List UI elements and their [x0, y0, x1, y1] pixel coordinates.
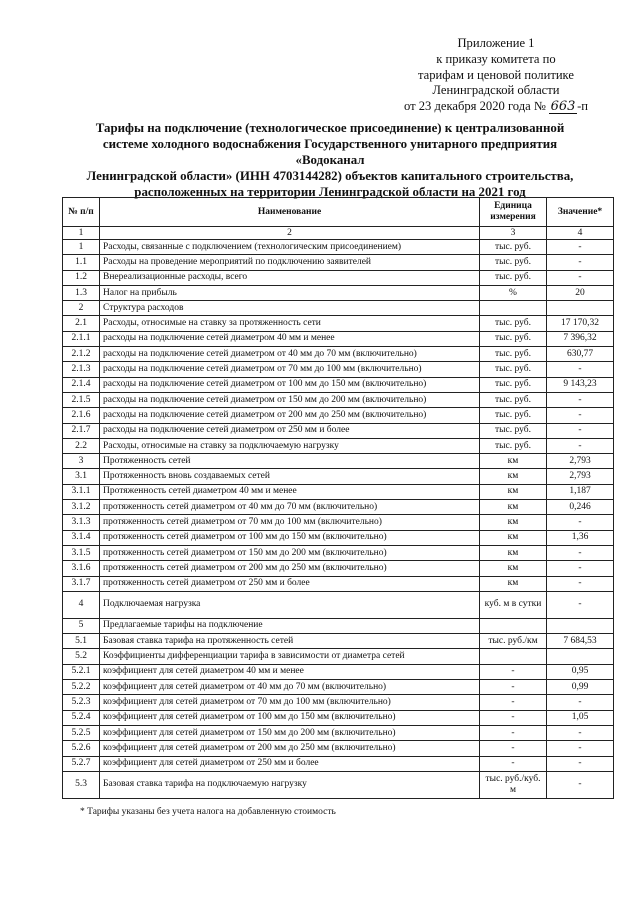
- row-unit: тыс. руб.: [480, 316, 547, 331]
- table-row: [63, 270, 614, 285]
- row-name: Расходы, относимые на ставку за подключаемую нагрузку: [100, 438, 480, 453]
- row-name: протяженность сетей диаметром от 150 мм до 200 мм (включительно): [100, 545, 480, 560]
- annex-line-order: к приказу комитета по: [436, 51, 556, 66]
- row-name: коэффициент для сетей диаметром от 70 мм до 100 мм (включительно): [100, 695, 480, 710]
- row-number: 2.1.2: [63, 347, 100, 362]
- row-name: Протяженность сетей: [100, 454, 480, 469]
- column-index: 4: [547, 227, 614, 240]
- row-unit: -: [480, 710, 547, 725]
- row-name: расходы на подключение сетей диаметром от 150 мм до 200 мм (включительно): [100, 392, 480, 407]
- row-name: Подключаемая нагрузка: [100, 591, 480, 618]
- row-unit: км: [480, 561, 547, 576]
- row-number: 5.2.3: [63, 695, 100, 710]
- title-line-1: Тарифы на подключение (технологическое присоединение) к централизованной: [95, 121, 565, 135]
- table-row: [63, 347, 614, 362]
- row-unit: -: [480, 680, 547, 695]
- row-unit: [480, 618, 547, 633]
- row-value: -: [547, 756, 614, 771]
- table-body: [63, 240, 614, 799]
- row-number: 3.1.2: [63, 500, 100, 515]
- table-row: [63, 618, 614, 633]
- table-row: [63, 576, 614, 591]
- table-row: [63, 500, 614, 515]
- row-number: 1.1: [63, 255, 100, 270]
- table-row: [63, 285, 614, 300]
- row-name: протяженность сетей диаметром от 200 мм до 250 мм (включительно): [100, 561, 480, 576]
- row-name: Расходы, связанные с подключением (технологическим присоединением): [100, 240, 480, 255]
- table-row: [63, 362, 614, 377]
- row-name: Протяженность вновь создаваемых сетей: [100, 469, 480, 484]
- row-name: расходы на подключение сетей диаметром от 40 мм до 70 мм (включительно): [100, 347, 480, 362]
- row-unit: тыс. руб./куб. м: [480, 771, 547, 798]
- table-row: [63, 680, 614, 695]
- row-value: [547, 649, 614, 664]
- table-row: [63, 756, 614, 771]
- row-name: Протяженность сетей диаметром 40 мм и менее: [100, 484, 480, 499]
- row-value: -: [547, 591, 614, 618]
- annex-date-suffix: -п: [577, 99, 588, 114]
- row-unit: тыс. руб.: [480, 362, 547, 377]
- title-line-4: расположенных на территории Ленинградской области на 2021 год: [134, 184, 526, 199]
- row-name: Внереализационные расходы, всего: [100, 270, 480, 285]
- row-unit: км: [480, 469, 547, 484]
- row-value: 7 396,32: [547, 331, 614, 346]
- row-unit: км: [480, 484, 547, 499]
- table-row: [63, 725, 614, 740]
- row-number: 2: [63, 301, 100, 316]
- tariff-table: [62, 197, 614, 799]
- row-unit: км: [480, 500, 547, 515]
- row-unit: тыс. руб.: [480, 377, 547, 392]
- row-unit: тыс. руб.: [480, 392, 547, 407]
- row-number: 5.2.4: [63, 710, 100, 725]
- table-row: [63, 695, 614, 710]
- row-value: [547, 301, 614, 316]
- row-name: Налог на прибыль: [100, 285, 480, 300]
- row-unit: тыс. руб.: [480, 408, 547, 423]
- table-row: [63, 545, 614, 560]
- row-unit: км: [480, 454, 547, 469]
- column-index: 1: [63, 227, 100, 240]
- row-value: -: [547, 725, 614, 740]
- table-row: [63, 316, 614, 331]
- row-value: 1,187: [547, 484, 614, 499]
- row-number: 3.1: [63, 469, 100, 484]
- table-header-row: [63, 198, 614, 227]
- table-row: [63, 591, 614, 618]
- row-number: 5.2.2: [63, 680, 100, 695]
- table-row: [63, 392, 614, 407]
- row-value: -: [547, 771, 614, 798]
- row-name: Расходы на проведение мероприятий по подключению заявителей: [100, 255, 480, 270]
- row-value: 9 143,23: [547, 377, 614, 392]
- table-row: [63, 664, 614, 679]
- table-row: [63, 423, 614, 438]
- row-unit: -: [480, 756, 547, 771]
- table-row: [63, 771, 614, 798]
- row-value: 1,05: [547, 710, 614, 725]
- row-value: -: [547, 255, 614, 270]
- row-number: 1.2: [63, 270, 100, 285]
- annex-date-prefix: от 23 декабря 2020 года №: [403, 99, 546, 114]
- column-index-row: [63, 227, 614, 240]
- row-name: протяженность сетей диаметром от 70 мм до 100 мм (включительно): [100, 515, 480, 530]
- row-unit: [480, 301, 547, 316]
- row-unit: -: [480, 725, 547, 740]
- row-unit: -: [480, 664, 547, 679]
- row-number: 1: [63, 240, 100, 255]
- annex-header: [404, 36, 588, 115]
- row-number: 5.2.5: [63, 725, 100, 740]
- row-unit: км: [480, 576, 547, 591]
- row-unit: -: [480, 695, 547, 710]
- row-number: 2.1.4: [63, 377, 100, 392]
- header-num: № п/п: [63, 198, 100, 227]
- row-unit: тыс. руб.: [480, 270, 547, 285]
- row-value: -: [547, 438, 614, 453]
- row-name: протяженность сетей диаметром от 40 мм до 70 мм (включительно): [100, 500, 480, 515]
- annex-title: Приложение 1: [457, 36, 535, 50]
- row-number: 3: [63, 454, 100, 469]
- row-unit: тыс. руб.: [480, 240, 547, 255]
- row-value: -: [547, 576, 614, 591]
- row-number: 2.1.3: [63, 362, 100, 377]
- table-row: [63, 515, 614, 530]
- row-name: Базовая ставка тарифа на протяженность сетей: [100, 634, 480, 649]
- row-number: 3.1.1: [63, 484, 100, 499]
- table-row: [63, 301, 614, 316]
- row-number: 3.1.5: [63, 545, 100, 560]
- row-number: 5.2.1: [63, 664, 100, 679]
- row-unit: [480, 649, 547, 664]
- row-value: 2,793: [547, 469, 614, 484]
- row-value: 0,246: [547, 500, 614, 515]
- annex-line-date: [404, 99, 588, 115]
- row-number: 5.3: [63, 771, 100, 798]
- row-name: Расходы, относимые на ставку за протяженность сети: [100, 316, 480, 331]
- table-row: [63, 438, 614, 453]
- row-unit: тыс. руб.: [480, 423, 547, 438]
- table-row: [63, 454, 614, 469]
- title-line-2: системе холодного водоснабжения Государственного унитарного предприятия «Водоканал: [102, 136, 558, 167]
- row-unit: тыс. руб./км: [480, 634, 547, 649]
- table-row: [63, 240, 614, 255]
- row-unit: -: [480, 741, 547, 756]
- table-row: [63, 408, 614, 423]
- row-value: -: [547, 423, 614, 438]
- column-index: 2: [100, 227, 480, 240]
- row-name: коэффициент для сетей диаметром от 100 мм до 150 мм (включительно): [100, 710, 480, 725]
- row-number: 5.2.7: [63, 756, 100, 771]
- row-value: 7 684,53: [547, 634, 614, 649]
- row-name: расходы на подключение сетей диаметром 40 мм и менее: [100, 331, 480, 346]
- row-name: расходы на подключение сетей диаметром от 250 мм и более: [100, 423, 480, 438]
- header-name: Наименование: [100, 198, 480, 227]
- table-row: [63, 710, 614, 725]
- row-number: 5.2.6: [63, 741, 100, 756]
- row-number: 5.2: [63, 649, 100, 664]
- row-number: 2.1.6: [63, 408, 100, 423]
- row-name: Базовая ставка тарифа на подключаемую нагрузку: [100, 771, 480, 798]
- title-line-3: Ленинградской области» (ИНН 4703144282) объектов капитального строительства,: [86, 168, 574, 183]
- row-unit: куб. м в сутки: [480, 591, 547, 618]
- row-unit: тыс. руб.: [480, 331, 547, 346]
- row-value: 0,99: [547, 680, 614, 695]
- row-value: 1,36: [547, 530, 614, 545]
- row-unit: тыс. руб.: [480, 255, 547, 270]
- row-number: 1.3: [63, 285, 100, 300]
- row-number: 5: [63, 618, 100, 633]
- row-value: 0,95: [547, 664, 614, 679]
- row-number: 3.1.6: [63, 561, 100, 576]
- row-name: расходы на подключение сетей диаметром от 200 мм до 250 мм (включительно): [100, 408, 480, 423]
- row-name: Предлагаемые тарифы на подключение: [100, 618, 480, 633]
- row-number: 2.2: [63, 438, 100, 453]
- row-name: коэффициент для сетей диаметром от 250 мм и более: [100, 756, 480, 771]
- row-name: коэффициент для сетей диаметром от 200 мм до 250 мм (включительно): [100, 741, 480, 756]
- row-name: коэффициент для сетей диаметром от 150 мм до 200 мм (включительно): [100, 725, 480, 740]
- table-row: [63, 741, 614, 756]
- row-unit: тыс. руб.: [480, 347, 547, 362]
- row-number: 4: [63, 591, 100, 618]
- table-row: [63, 469, 614, 484]
- row-name: коэффициент для сетей диаметром 40 мм и менее: [100, 664, 480, 679]
- row-number: 3.1.4: [63, 530, 100, 545]
- header-value: Значение*: [547, 198, 614, 227]
- row-unit: тыс. руб.: [480, 438, 547, 453]
- row-name: расходы на подключение сетей диаметром от 70 мм до 100 мм (включительно): [100, 362, 480, 377]
- row-value: -: [547, 240, 614, 255]
- row-unit: км: [480, 545, 547, 560]
- row-value: -: [547, 695, 614, 710]
- row-value: -: [547, 392, 614, 407]
- row-number: 5.1: [63, 634, 100, 649]
- row-value: -: [547, 515, 614, 530]
- table-row: [63, 561, 614, 576]
- row-unit: км: [480, 515, 547, 530]
- table-row: [63, 377, 614, 392]
- annex-line-region: Ленинградской области: [432, 83, 560, 98]
- row-value: -: [547, 408, 614, 423]
- row-number: 2.1: [63, 316, 100, 331]
- row-number: 3.1.7: [63, 576, 100, 591]
- column-index: 3: [480, 227, 547, 240]
- row-value: 630,77: [547, 347, 614, 362]
- row-value: -: [547, 741, 614, 756]
- table-row: [63, 331, 614, 346]
- row-name: протяженность сетей диаметром от 100 мм до 150 мм (включительно): [100, 530, 480, 545]
- row-unit: %: [480, 285, 547, 300]
- footnote: * Тарифы указаны без учета налога на добавленную стоимость: [80, 807, 336, 817]
- row-value: -: [547, 270, 614, 285]
- row-value: 2,793: [547, 454, 614, 469]
- table-row: [63, 255, 614, 270]
- table-row: [63, 484, 614, 499]
- table-row: [63, 634, 614, 649]
- row-value: 20: [547, 285, 614, 300]
- row-number: 2.1.1: [63, 331, 100, 346]
- document-title: [70, 121, 590, 201]
- row-name: протяженность сетей диаметром от 250 мм и более: [100, 576, 480, 591]
- annex-line-committee: тарифам и ценовой политике: [417, 67, 574, 82]
- row-value: -: [547, 561, 614, 576]
- header-unit: Единица измерения: [480, 198, 547, 227]
- row-name: расходы на подключение сетей диаметром от 100 мм до 150 мм (включительно): [100, 377, 480, 392]
- row-value: -: [547, 362, 614, 377]
- row-number: 2.1.7: [63, 423, 100, 438]
- row-name: Структура расходов: [100, 301, 480, 316]
- row-value: [547, 618, 614, 633]
- row-number: 3.1.3: [63, 515, 100, 530]
- row-value: 17 170,32: [547, 316, 614, 331]
- table-row: [63, 530, 614, 545]
- row-number: 2.1.5: [63, 392, 100, 407]
- row-name: Коэффициенты дифференциации тарифа в зависимости от диаметра сетей: [100, 649, 480, 664]
- row-unit: км: [480, 530, 547, 545]
- row-name: коэффициент для сетей диаметром от 40 мм до 70 мм (включительно): [100, 680, 480, 695]
- order-number: 663: [550, 99, 576, 115]
- table-row: [63, 649, 614, 664]
- row-value: -: [547, 545, 614, 560]
